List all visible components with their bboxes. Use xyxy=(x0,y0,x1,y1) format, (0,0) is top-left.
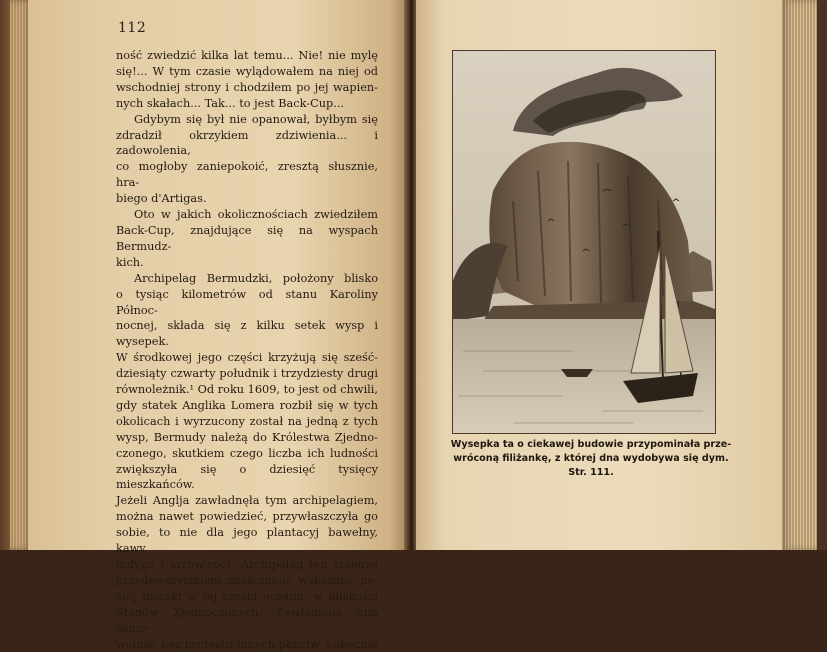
text-line: wschodniej strony i chodziłem po jej wapien- xyxy=(116,80,378,94)
text-line: równoleżnik.¹ Od roku 1609, to jest od chwili, xyxy=(116,383,378,397)
text-line: się!... W tym czasie wylądowałem na niej od xyxy=(116,64,378,78)
caption-line: Wysepka ta o ciekawej budowie przypominała prze- xyxy=(450,439,732,450)
text-line: co mogłoby zaniepokoić, zresztą słusznie, hra- xyxy=(116,160,378,190)
text-line: czonego, skutkiem czego liczba ich ludności xyxy=(116,446,378,460)
caption-line: Str. 111. xyxy=(568,467,614,478)
text-line: o tysiąc kilometrów od stanu Karoliny Północ- xyxy=(116,287,378,317)
text-line: wolnie, bez protestu innych państw, i obecnie xyxy=(116,637,378,651)
page-number: 112 xyxy=(118,20,147,36)
text-line: Jeżeli Anglja zawładnęła tym archipelagiem, xyxy=(116,494,378,508)
island-with-volcano-and-sailboat-icon xyxy=(453,51,715,433)
text-line: sobie, to nie dla jego plantacyj bawełny, kawy, xyxy=(116,526,378,556)
text-line: nych skałach... Tak... to jest Back-Cup... xyxy=(116,96,344,110)
caption-line: wróconą filiżankę, z której dna wydobywa się dym. xyxy=(453,453,729,464)
island-illustration xyxy=(452,50,716,434)
text-line: Stanów Zjednoczonych. Zawładnęła nim samo- xyxy=(116,605,378,635)
text-line: Archipelag Bermudzki, położony blisko xyxy=(134,271,378,285)
text-line: okolicach i wyrzucony został na jedną z tych xyxy=(116,414,378,428)
text-line: W środkowej jego części krzyżują się sześć- xyxy=(116,351,378,365)
body-text xyxy=(116,48,378,652)
text-line: ność zwiedzić kilka lat temu... Nie! nie mylę xyxy=(116,49,378,62)
right-page-edges xyxy=(782,0,827,550)
illustration-caption xyxy=(446,438,736,480)
text-line: przedewszystkiem znakomicie wskazany po- xyxy=(116,573,378,587)
text-line: wysp, Bermudy należą do Królestwa Zjedno- xyxy=(116,430,378,444)
text-line: gdy statek Anglika Lomera rozbił się w tych xyxy=(116,398,378,412)
text-line: Back-Cup, znajdujące się na wyspach Bermudz- xyxy=(116,223,378,253)
text-line: indygo i arrow-root. Archipelag ten stanowi xyxy=(116,558,378,571)
text-line: stój morski w tej części oceanu, w bliskości xyxy=(116,589,378,603)
text-line: dziesiąty czwarty południk i trzydziesty drugi xyxy=(116,367,378,381)
text-line: biego d'Artigas. xyxy=(116,192,207,206)
text-line: można nawet powiedzieć, przywłaszczyła go xyxy=(116,510,378,524)
text-line: nocnej, składa się z kilku setek wysp i wysepek. xyxy=(116,319,378,349)
text-line: kich. xyxy=(116,255,144,269)
text-line: Gdybym się był nie opanował, byłbym się xyxy=(134,112,378,126)
text-line: Oto w jakich okolicznościach zwiedziłem xyxy=(134,208,378,222)
text-line: zdradził okrzykiem zdziwienia... i zadowolenia, xyxy=(116,128,378,158)
text-line: zwiększyła się o dziesięć tysięcy mieszkańców. xyxy=(116,462,378,492)
